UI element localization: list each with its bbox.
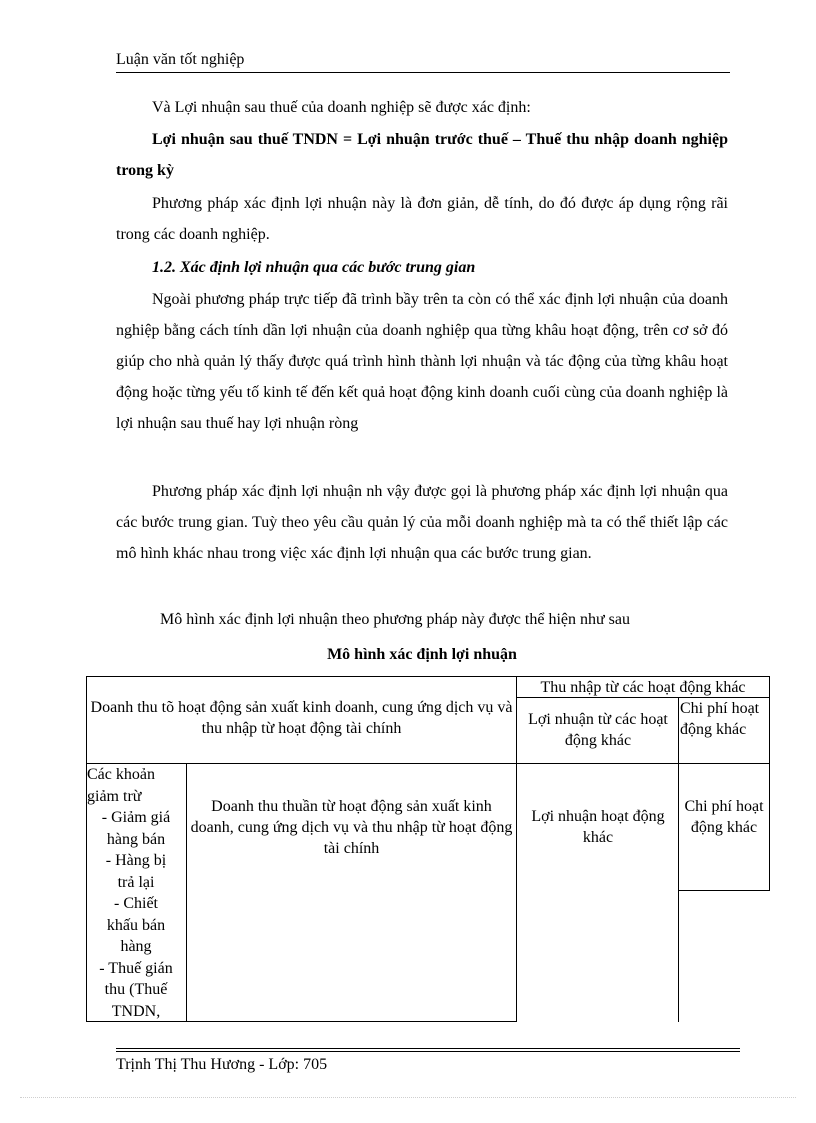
page-footer: Trịnh Thị Thu Hương - Lớp: 705 bbox=[116, 1056, 328, 1073]
deduction-line: - Thuế gián bbox=[99, 959, 173, 977]
deduction-line: hàng bbox=[120, 938, 152, 955]
paragraph-3: Ngoài phương pháp trực tiếp đã trình bầy trên ta còn có thể xác định lợi nhuận của doanh nghiệp bằng cách tính dần lợi nhuận của doanh nghiệp qua từng khâu hoạt động, trên cơ sở đó giúp cho nhà quản lý thấy được quá trình hình thành lợi nhuận và tác động của từng khâu hoạt động hoặc từng yếu tố kinh tế đến kết quả hoạt động kinh doanh cuối cùng của doanh nghiệp là lợi nhuận sau thuế hay lợi nhuận ròng bbox=[116, 291, 728, 432]
paragraph-2: Phương pháp xác định lợi nhuận này là đơn giản, dễ tính, do đó được áp dụng rộng rãi trong các doanh nghiệp. bbox=[116, 195, 728, 243]
diagram-divider-main bbox=[516, 676, 517, 1022]
other-profit-cell: Lợi nhuận hoạt động khác bbox=[531, 808, 665, 846]
diagram-header-bottom bbox=[86, 763, 770, 764]
paragraph-4: Phương pháp xác định lợi nhuận nh vậy được gọi là phương pháp xác định lợi nhuận qua các bước trung gian. Tuỳ theo yêu cầu quản lý của mỗi doanh nghiệp mà ta có thể thiết lập các mô hình khác nhau trong việc xác định lợi nhuận qua các bước trung gian. bbox=[116, 483, 728, 562]
section-heading: 1.2. Xác định lợi nhuận qua các bước trung gian bbox=[152, 259, 476, 276]
deduction-line: - Chiết bbox=[114, 895, 158, 912]
deduction-line: giảm trừ bbox=[87, 787, 142, 805]
diagram-cost-box-bottom bbox=[678, 890, 770, 891]
deduction-line: thu (Thuế bbox=[104, 981, 168, 998]
diagram-title: Mô hình xác định lợi nhuận bbox=[327, 646, 517, 663]
deductions-cell bbox=[87, 764, 185, 1022]
paragraph-1: Và Lợi nhuận sau thuế của doanh nghiệp sẽ được xác định: bbox=[152, 99, 531, 116]
diagram-divider-other bbox=[678, 697, 679, 1022]
other-cost-header: Chi phí hoạt động khác bbox=[680, 700, 760, 738]
diagram-divider-deductions bbox=[186, 763, 187, 1022]
page-header: Luận văn tốt nghiệp bbox=[116, 50, 730, 73]
other-profit-header: Lợi nhuận từ các hoạt động khác bbox=[528, 711, 668, 749]
deduction-line: - Hàng bị bbox=[105, 852, 167, 869]
deduction-line: - Giảm giá bbox=[101, 809, 171, 826]
deduction-line: khấu bán bbox=[106, 916, 166, 934]
deduction-line: trả lại bbox=[117, 873, 155, 891]
deduction-line: hàng bán bbox=[106, 830, 166, 848]
net-revenue-cell: Doanh thu thuần từ hoạt động sản xuất kinh doanh, cung ứng dịch vụ và thu nhập từ hoạt động tài chính bbox=[190, 798, 513, 857]
footer-rule-bottom bbox=[116, 1051, 740, 1052]
formula-paragraph: Lợi nhuận sau thuế TNDN = Lợi nhuận trước thuế – Thuế thu nhập doanh nghiệp trong kỳ bbox=[116, 131, 728, 179]
revenue-header: Doanh thu tõ hoạt động sản xuất kinh doanh, cung ứng dịch vụ và thu nhập từ hoạt động tài chính bbox=[90, 699, 513, 737]
other-income-header: Thu nhập từ các hoạt động khác bbox=[540, 679, 746, 696]
deduction-line: Các khoản bbox=[87, 766, 155, 783]
paragraph-5: Mô hình xác định lợi nhuận theo phương pháp này được thể hiện như sau bbox=[160, 611, 630, 628]
diagram-border-right bbox=[769, 676, 770, 891]
page-edge-line bbox=[20, 1097, 796, 1098]
footer-rule-top bbox=[116, 1048, 740, 1049]
deduction-line: TNDN, bbox=[111, 1002, 161, 1020]
other-cost-cell: Chi phí hoạt động khác bbox=[684, 798, 764, 836]
